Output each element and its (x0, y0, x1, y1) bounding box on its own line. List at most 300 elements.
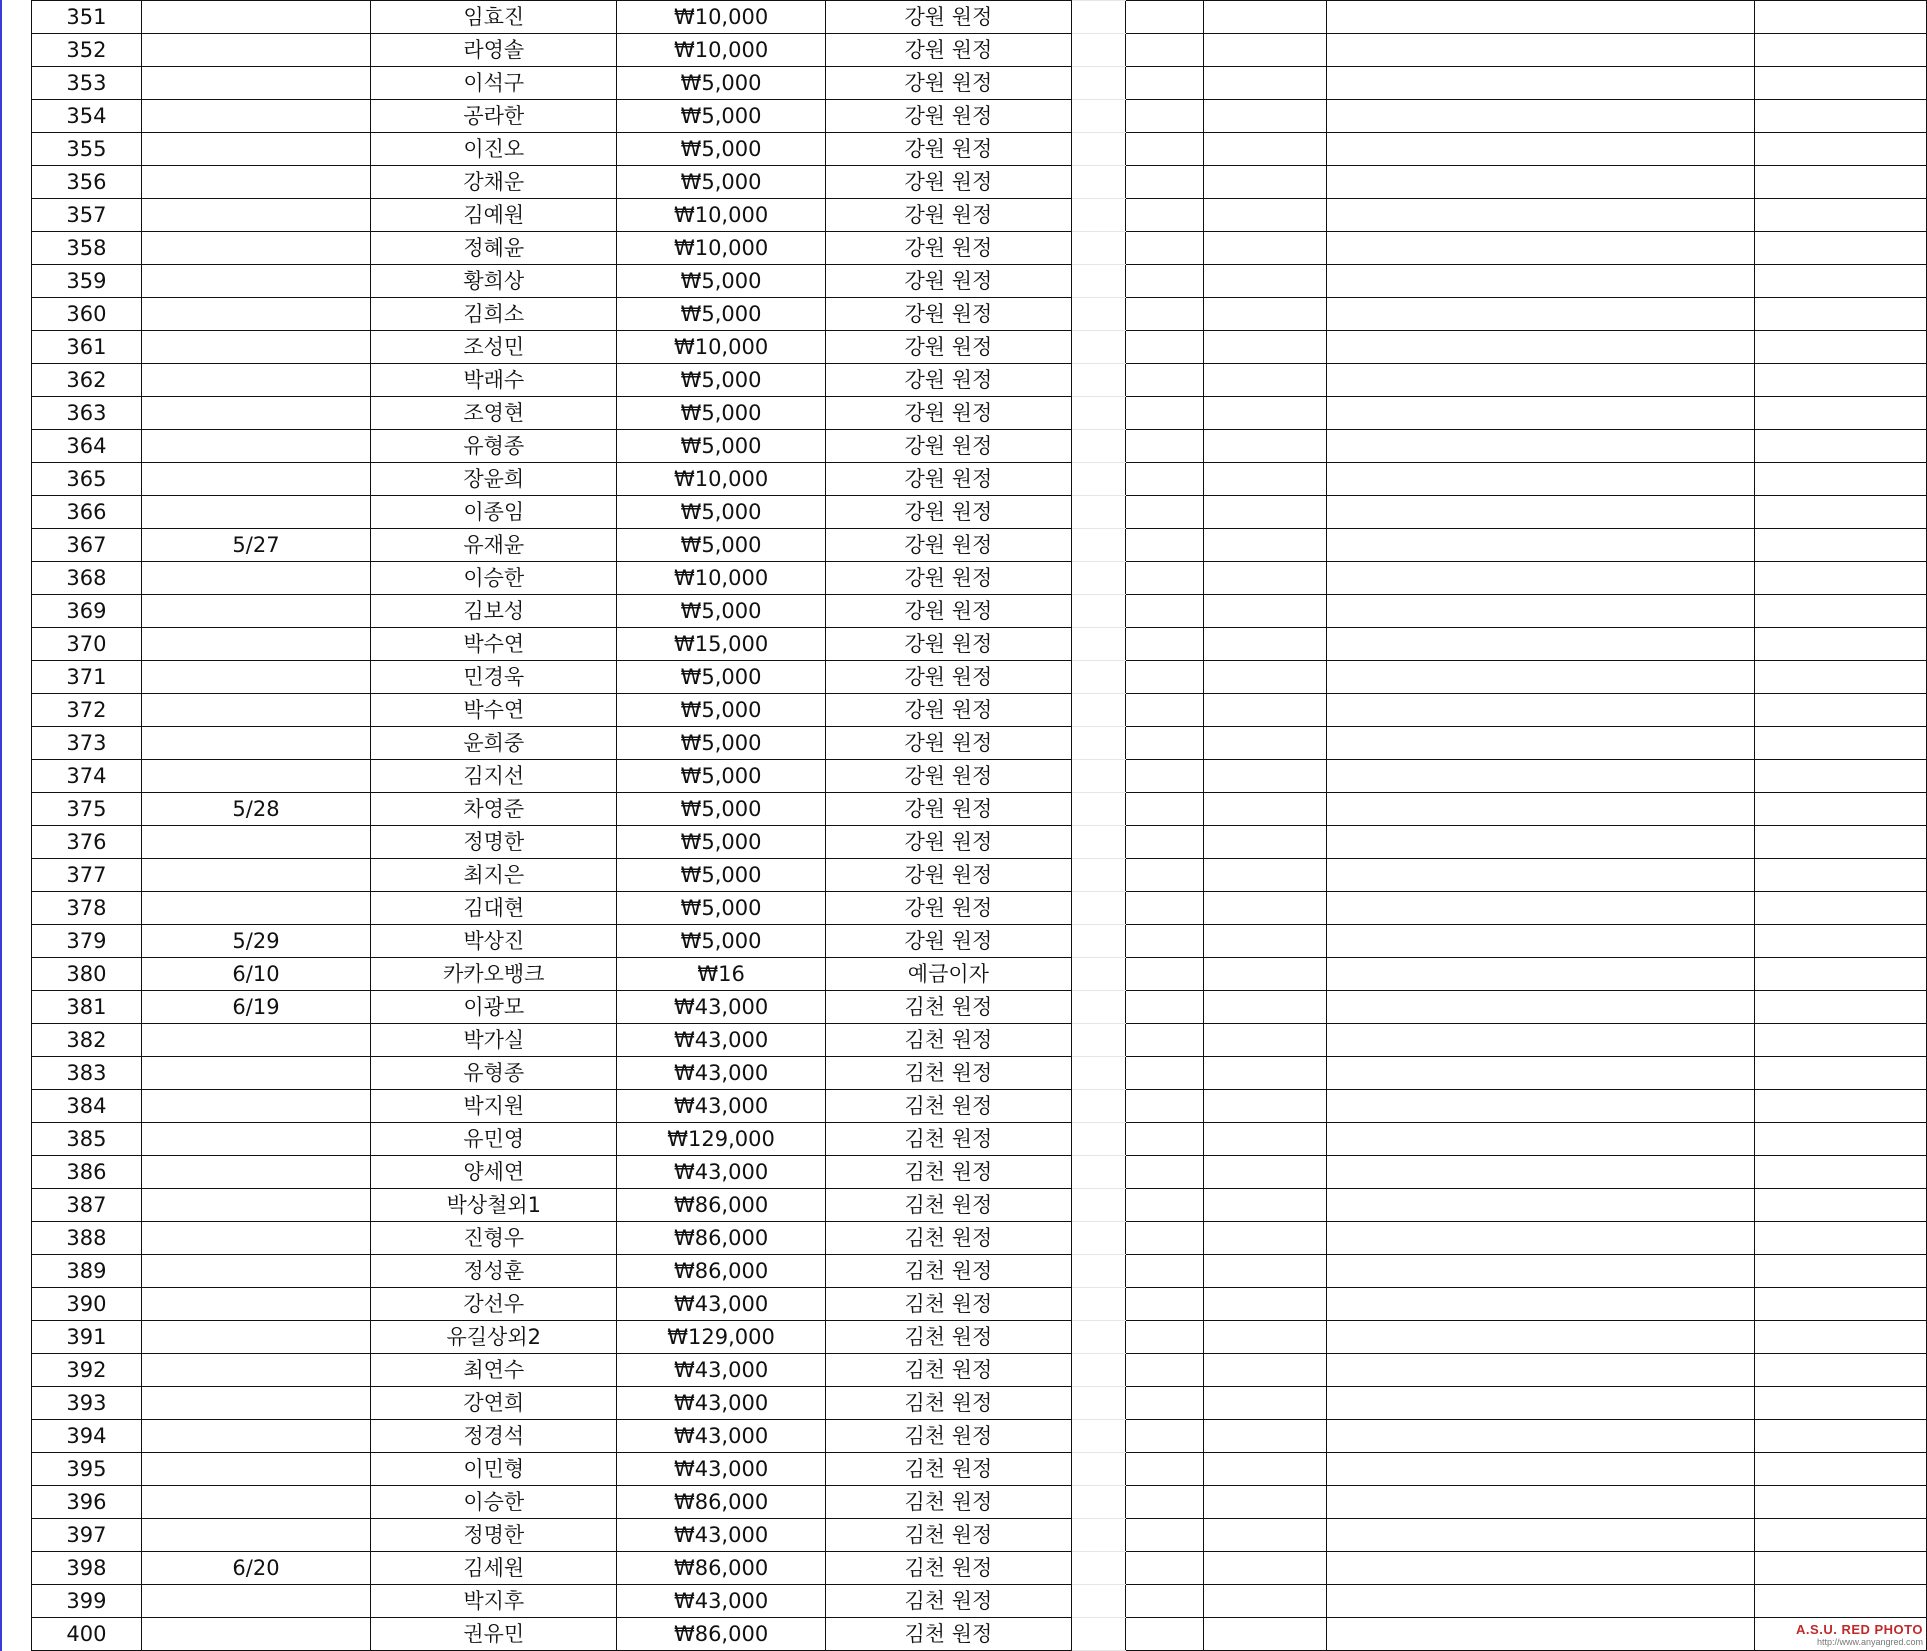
cell-empty[interactable] (1125, 1585, 1203, 1618)
cell-name[interactable]: 카카오뱅크 (371, 958, 617, 991)
cell-empty[interactable] (1204, 1222, 1327, 1255)
cell-empty[interactable] (1204, 1585, 1327, 1618)
cell-empty[interactable] (1326, 100, 1754, 133)
cell-amount[interactable]: ₩5,000 (617, 859, 825, 892)
cell-empty[interactable] (1125, 1519, 1203, 1552)
cell-empty[interactable] (1326, 694, 1754, 727)
cell-empty[interactable] (1326, 892, 1754, 925)
cell-amount[interactable]: ₩86,000 (617, 1552, 825, 1585)
cell-amount[interactable]: ₩10,000 (617, 562, 825, 595)
cell-empty-gap[interactable] (1071, 859, 1125, 892)
cell-empty[interactable] (1326, 1486, 1754, 1519)
cell-empty[interactable] (1754, 826, 1926, 859)
cell-empty[interactable] (1125, 991, 1203, 1024)
cell-empty[interactable] (1754, 496, 1926, 529)
cell-no[interactable]: 353 (32, 67, 142, 100)
cell-empty[interactable] (1125, 298, 1203, 331)
cell-no[interactable]: 359 (32, 265, 142, 298)
cell-name[interactable]: 박상진 (371, 925, 617, 958)
cell-note[interactable]: 강원 원정 (825, 496, 1071, 529)
cell-empty[interactable] (1204, 397, 1327, 430)
cell-date[interactable] (141, 1123, 370, 1156)
cell-empty[interactable] (1125, 562, 1203, 595)
cell-name[interactable]: 강선우 (371, 1288, 617, 1321)
cell-empty[interactable] (1754, 199, 1926, 232)
cell-empty[interactable] (1326, 1123, 1754, 1156)
cell-amount[interactable]: ₩43,000 (617, 1354, 825, 1387)
cell-no[interactable]: 352 (32, 34, 142, 67)
cell-empty-gap[interactable] (1071, 1057, 1125, 1090)
cell-no[interactable]: 383 (32, 1057, 142, 1090)
cell-empty[interactable] (1204, 991, 1327, 1024)
cell-amount[interactable]: ₩5,000 (617, 892, 825, 925)
cell-note[interactable]: 김천 원정 (825, 1519, 1071, 1552)
cell-empty[interactable] (1754, 1090, 1926, 1123)
cell-date[interactable] (141, 265, 370, 298)
cell-empty[interactable] (1204, 1288, 1327, 1321)
cell-empty[interactable] (1326, 1222, 1754, 1255)
cell-amount[interactable]: ₩43,000 (617, 1024, 825, 1057)
cell-empty[interactable] (1754, 958, 1926, 991)
cell-date[interactable] (141, 694, 370, 727)
cell-name[interactable]: 박지후 (371, 1585, 617, 1618)
cell-empty[interactable] (1754, 166, 1926, 199)
cell-empty-gap[interactable] (1071, 1618, 1125, 1651)
cell-note[interactable]: 강원 원정 (825, 166, 1071, 199)
cell-empty[interactable] (1326, 760, 1754, 793)
cell-empty[interactable] (1125, 694, 1203, 727)
cell-no[interactable]: 394 (32, 1420, 142, 1453)
cell-empty-gap[interactable] (1071, 562, 1125, 595)
cell-name[interactable]: 최지은 (371, 859, 617, 892)
cell-note[interactable]: 김천 원정 (825, 1222, 1071, 1255)
cell-empty[interactable] (1326, 1420, 1754, 1453)
cell-empty[interactable] (1204, 1453, 1327, 1486)
cell-amount[interactable]: ₩5,000 (617, 298, 825, 331)
cell-note[interactable]: 김천 원정 (825, 1387, 1071, 1420)
cell-date[interactable]: 6/20 (141, 1552, 370, 1585)
cell-amount[interactable]: ₩5,000 (617, 925, 825, 958)
cell-empty[interactable] (1204, 67, 1327, 100)
cell-date[interactable] (141, 1024, 370, 1057)
cell-amount[interactable]: ₩5,000 (617, 133, 825, 166)
cell-empty-gap[interactable] (1071, 661, 1125, 694)
cell-empty[interactable] (1204, 1486, 1327, 1519)
cell-name[interactable]: 박지원 (371, 1090, 617, 1123)
cell-empty-gap[interactable] (1071, 298, 1125, 331)
cell-empty[interactable] (1204, 1, 1327, 34)
cell-empty[interactable] (1125, 661, 1203, 694)
cell-empty[interactable] (1204, 1090, 1327, 1123)
cell-date[interactable] (141, 1387, 370, 1420)
cell-no[interactable]: 371 (32, 661, 142, 694)
cell-empty[interactable] (1326, 1255, 1754, 1288)
cell-empty[interactable] (1204, 529, 1327, 562)
cell-name[interactable]: 유민영 (371, 1123, 617, 1156)
cell-date[interactable]: 5/28 (141, 793, 370, 826)
cell-amount[interactable]: ₩43,000 (617, 1057, 825, 1090)
cell-note[interactable]: 강원 원정 (825, 562, 1071, 595)
cell-date[interactable] (141, 562, 370, 595)
cell-empty-gap[interactable] (1071, 1552, 1125, 1585)
cell-empty[interactable] (1125, 1453, 1203, 1486)
cell-empty[interactable] (1754, 1453, 1926, 1486)
cell-amount[interactable]: ₩86,000 (617, 1189, 825, 1222)
cell-empty-gap[interactable] (1071, 133, 1125, 166)
cell-empty-gap[interactable] (1071, 1, 1125, 34)
cell-note[interactable]: 강원 원정 (825, 430, 1071, 463)
cell-date[interactable] (141, 1354, 370, 1387)
cell-amount[interactable]: ₩86,000 (617, 1222, 825, 1255)
cell-empty[interactable] (1204, 100, 1327, 133)
cell-note[interactable]: 김천 원정 (825, 1156, 1071, 1189)
cell-note[interactable]: 김천 원정 (825, 1420, 1071, 1453)
cell-date[interactable] (141, 1519, 370, 1552)
cell-name[interactable]: 유길상외2 (371, 1321, 617, 1354)
cell-no[interactable]: 351 (32, 1, 142, 34)
cell-empty[interactable] (1204, 760, 1327, 793)
cell-date[interactable] (141, 496, 370, 529)
cell-note[interactable]: 김천 원정 (825, 1024, 1071, 1057)
cell-note[interactable]: 강원 원정 (825, 463, 1071, 496)
cell-empty[interactable] (1754, 529, 1926, 562)
cell-date[interactable] (141, 1, 370, 34)
cell-date[interactable] (141, 463, 370, 496)
cell-empty[interactable] (1754, 1222, 1926, 1255)
cell-empty[interactable] (1125, 1222, 1203, 1255)
cell-date[interactable] (141, 859, 370, 892)
cell-empty[interactable] (1204, 166, 1327, 199)
cell-date[interactable] (141, 100, 370, 133)
cell-note[interactable]: 김천 원정 (825, 1585, 1071, 1618)
cell-empty-gap[interactable] (1071, 1354, 1125, 1387)
cell-amount[interactable]: ₩129,000 (617, 1123, 825, 1156)
cell-empty[interactable] (1754, 1288, 1926, 1321)
cell-empty[interactable] (1204, 496, 1327, 529)
cell-note[interactable]: 강원 원정 (825, 727, 1071, 760)
cell-name[interactable]: 김지선 (371, 760, 617, 793)
cell-empty[interactable] (1326, 1618, 1754, 1651)
cell-empty-gap[interactable] (1071, 1453, 1125, 1486)
cell-amount[interactable]: ₩5,000 (617, 397, 825, 430)
cell-name[interactable]: 박수연 (371, 628, 617, 661)
cell-empty[interactable] (1754, 133, 1926, 166)
cell-name[interactable]: 정경석 (371, 1420, 617, 1453)
cell-empty[interactable] (1204, 1189, 1327, 1222)
cell-amount[interactable]: ₩43,000 (617, 1585, 825, 1618)
cell-empty[interactable] (1204, 1123, 1327, 1156)
cell-empty[interactable] (1326, 298, 1754, 331)
cell-empty-gap[interactable] (1071, 430, 1125, 463)
cell-date[interactable] (141, 364, 370, 397)
cell-empty[interactable] (1125, 1189, 1203, 1222)
cell-empty-gap[interactable] (1071, 1486, 1125, 1519)
cell-note[interactable]: 김천 원정 (825, 1288, 1071, 1321)
cell-empty-gap[interactable] (1071, 595, 1125, 628)
cell-empty[interactable] (1125, 1156, 1203, 1189)
cell-note[interactable]: 강원 원정 (825, 529, 1071, 562)
cell-no[interactable]: 391 (32, 1321, 142, 1354)
cell-no[interactable]: 400 (32, 1618, 142, 1651)
cell-empty[interactable] (1326, 529, 1754, 562)
cell-empty[interactable] (1125, 1024, 1203, 1057)
cell-no[interactable]: 369 (32, 595, 142, 628)
cell-empty[interactable] (1204, 595, 1327, 628)
cell-empty-gap[interactable] (1071, 1321, 1125, 1354)
cell-amount[interactable]: ₩5,000 (617, 430, 825, 463)
cell-empty[interactable] (1326, 661, 1754, 694)
cell-date[interactable] (141, 661, 370, 694)
cell-empty[interactable] (1754, 430, 1926, 463)
cell-empty[interactable] (1754, 232, 1926, 265)
cell-note[interactable]: 강원 원정 (825, 265, 1071, 298)
cell-note[interactable]: 예금이자 (825, 958, 1071, 991)
cell-name[interactable]: 진형우 (371, 1222, 617, 1255)
cell-empty[interactable] (1204, 1552, 1327, 1585)
cell-empty[interactable] (1125, 166, 1203, 199)
cell-amount[interactable]: ₩5,000 (617, 100, 825, 133)
cell-empty[interactable] (1754, 1321, 1926, 1354)
cell-name[interactable]: 권유민 (371, 1618, 617, 1651)
cell-name[interactable]: 황희상 (371, 265, 617, 298)
cell-empty[interactable] (1125, 331, 1203, 364)
cell-empty[interactable] (1204, 34, 1327, 67)
cell-date[interactable] (141, 166, 370, 199)
cell-name[interactable]: 정혜윤 (371, 232, 617, 265)
cell-name[interactable]: 박수연 (371, 694, 617, 727)
cell-empty[interactable] (1326, 1288, 1754, 1321)
cell-empty[interactable] (1204, 628, 1327, 661)
cell-empty[interactable] (1754, 892, 1926, 925)
cell-empty[interactable] (1125, 859, 1203, 892)
cell-empty[interactable] (1754, 1552, 1926, 1585)
cell-date[interactable] (141, 1057, 370, 1090)
cell-empty[interactable] (1754, 1519, 1926, 1552)
cell-empty[interactable] (1204, 1024, 1327, 1057)
cell-empty[interactable] (1204, 793, 1327, 826)
cell-empty[interactable] (1125, 364, 1203, 397)
cell-no[interactable]: 367 (32, 529, 142, 562)
cell-empty[interactable] (1204, 694, 1327, 727)
cell-empty[interactable] (1204, 430, 1327, 463)
cell-empty-gap[interactable] (1071, 1519, 1125, 1552)
cell-empty[interactable] (1125, 925, 1203, 958)
cell-date[interactable] (141, 430, 370, 463)
cell-empty[interactable] (1326, 496, 1754, 529)
cell-empty[interactable] (1754, 661, 1926, 694)
cell-no[interactable]: 387 (32, 1189, 142, 1222)
cell-empty-gap[interactable] (1071, 925, 1125, 958)
cell-empty[interactable] (1326, 133, 1754, 166)
cell-empty[interactable] (1754, 628, 1926, 661)
cell-empty-gap[interactable] (1071, 67, 1125, 100)
cell-empty[interactable] (1754, 1486, 1926, 1519)
cell-note[interactable]: 강원 원정 (825, 1, 1071, 34)
cell-empty[interactable] (1125, 199, 1203, 232)
cell-amount[interactable]: ₩16 (617, 958, 825, 991)
cell-amount[interactable]: ₩129,000 (617, 1321, 825, 1354)
cell-date[interactable] (141, 232, 370, 265)
cell-empty[interactable] (1125, 496, 1203, 529)
cell-empty-gap[interactable] (1071, 397, 1125, 430)
cell-no[interactable]: 378 (32, 892, 142, 925)
cell-amount[interactable]: ₩43,000 (617, 1387, 825, 1420)
cell-date[interactable] (141, 1585, 370, 1618)
cell-note[interactable]: 김천 원정 (825, 1354, 1071, 1387)
cell-date[interactable] (141, 1255, 370, 1288)
cell-amount[interactable]: ₩43,000 (617, 1420, 825, 1453)
cell-name[interactable]: 라영솔 (371, 34, 617, 67)
cell-amount[interactable]: ₩5,000 (617, 826, 825, 859)
cell-empty[interactable] (1204, 364, 1327, 397)
cell-empty[interactable] (1125, 727, 1203, 760)
cell-empty[interactable] (1326, 430, 1754, 463)
cell-name[interactable]: 이종임 (371, 496, 617, 529)
cell-empty[interactable] (1754, 100, 1926, 133)
cell-note[interactable]: 강원 원정 (825, 67, 1071, 100)
cell-empty[interactable] (1754, 1156, 1926, 1189)
cell-empty[interactable] (1125, 892, 1203, 925)
cell-empty-gap[interactable] (1071, 628, 1125, 661)
cell-empty[interactable] (1125, 430, 1203, 463)
cell-name[interactable]: 박래수 (371, 364, 617, 397)
cell-empty[interactable] (1204, 925, 1327, 958)
cell-amount[interactable]: ₩15,000 (617, 628, 825, 661)
cell-name[interactable]: 최연수 (371, 1354, 617, 1387)
cell-no[interactable]: 396 (32, 1486, 142, 1519)
cell-date[interactable]: 6/10 (141, 958, 370, 991)
cell-name[interactable]: 이석구 (371, 67, 617, 100)
cell-empty[interactable] (1326, 34, 1754, 67)
cell-empty-gap[interactable] (1071, 34, 1125, 67)
cell-empty[interactable] (1326, 1, 1754, 34)
cell-empty[interactable] (1754, 298, 1926, 331)
cell-empty[interactable] (1125, 232, 1203, 265)
cell-amount[interactable]: ₩86,000 (617, 1255, 825, 1288)
cell-empty[interactable] (1754, 1123, 1926, 1156)
cell-amount[interactable]: ₩43,000 (617, 1156, 825, 1189)
cell-empty-gap[interactable] (1071, 1189, 1125, 1222)
cell-no[interactable]: 393 (32, 1387, 142, 1420)
cell-empty-gap[interactable] (1071, 892, 1125, 925)
cell-date[interactable] (141, 760, 370, 793)
cell-no[interactable]: 365 (32, 463, 142, 496)
cell-date[interactable] (141, 34, 370, 67)
cell-empty-gap[interactable] (1071, 727, 1125, 760)
cell-empty-gap[interactable] (1071, 100, 1125, 133)
cell-empty[interactable] (1326, 331, 1754, 364)
cell-name[interactable]: 임효진 (371, 1, 617, 34)
cell-empty[interactable] (1326, 397, 1754, 430)
cell-empty[interactable] (1326, 1585, 1754, 1618)
cell-name[interactable]: 박상철외1 (371, 1189, 617, 1222)
cell-amount[interactable]: ₩5,000 (617, 67, 825, 100)
cell-note[interactable]: 강원 원정 (825, 793, 1071, 826)
cell-name[interactable]: 이진오 (371, 133, 617, 166)
cell-date[interactable] (141, 1189, 370, 1222)
cell-date[interactable] (141, 892, 370, 925)
cell-name[interactable]: 김대현 (371, 892, 617, 925)
cell-no[interactable]: 363 (32, 397, 142, 430)
cell-name[interactable]: 정명한 (371, 1519, 617, 1552)
cell-empty[interactable] (1125, 760, 1203, 793)
cell-note[interactable]: 김천 원정 (825, 1618, 1071, 1651)
cell-no[interactable]: 357 (32, 199, 142, 232)
cell-empty[interactable] (1204, 331, 1327, 364)
cell-empty[interactable] (1754, 1354, 1926, 1387)
cell-note[interactable]: 강원 원정 (825, 826, 1071, 859)
cell-name[interactable]: 정명한 (371, 826, 617, 859)
cell-empty[interactable] (1125, 595, 1203, 628)
cell-empty[interactable] (1326, 1321, 1754, 1354)
cell-empty[interactable] (1326, 595, 1754, 628)
cell-note[interactable]: 강원 원정 (825, 595, 1071, 628)
cell-date[interactable]: 5/27 (141, 529, 370, 562)
cell-empty[interactable] (1204, 199, 1327, 232)
cell-name[interactable]: 김예원 (371, 199, 617, 232)
cell-note[interactable]: 강원 원정 (825, 133, 1071, 166)
cell-note[interactable]: 강원 원정 (825, 760, 1071, 793)
cell-empty[interactable] (1204, 232, 1327, 265)
cell-amount[interactable]: ₩5,000 (617, 661, 825, 694)
cell-note[interactable]: 김천 원정 (825, 1189, 1071, 1222)
cell-empty[interactable] (1754, 760, 1926, 793)
cell-empty[interactable] (1326, 991, 1754, 1024)
cell-empty[interactable] (1204, 133, 1327, 166)
cell-no[interactable]: 392 (32, 1354, 142, 1387)
cell-empty[interactable] (1204, 1420, 1327, 1453)
cell-note[interactable]: 강원 원정 (825, 34, 1071, 67)
cell-empty[interactable] (1754, 397, 1926, 430)
cell-empty-gap[interactable] (1071, 265, 1125, 298)
cell-empty[interactable] (1754, 925, 1926, 958)
cell-empty[interactable] (1326, 958, 1754, 991)
cell-empty[interactable] (1754, 727, 1926, 760)
cell-amount[interactable]: ₩5,000 (617, 529, 825, 562)
cell-amount[interactable]: ₩86,000 (617, 1618, 825, 1651)
cell-empty[interactable] (1204, 463, 1327, 496)
cell-name[interactable]: 이승한 (371, 562, 617, 595)
cell-empty[interactable] (1125, 826, 1203, 859)
cell-empty[interactable] (1754, 859, 1926, 892)
cell-date[interactable] (141, 133, 370, 166)
cell-name[interactable]: 차영준 (371, 793, 617, 826)
cell-empty[interactable] (1754, 364, 1926, 397)
cell-empty[interactable] (1754, 1, 1926, 34)
cell-no[interactable]: 388 (32, 1222, 142, 1255)
cell-note[interactable]: 김천 원정 (825, 1090, 1071, 1123)
cell-name[interactable]: 민경욱 (371, 661, 617, 694)
cell-no[interactable]: 382 (32, 1024, 142, 1057)
cell-note[interactable]: 김천 원정 (825, 1057, 1071, 1090)
cell-name[interactable]: 공라한 (371, 100, 617, 133)
cell-amount[interactable]: ₩5,000 (617, 496, 825, 529)
cell-date[interactable] (141, 331, 370, 364)
cell-empty[interactable] (1125, 1486, 1203, 1519)
cell-empty[interactable] (1204, 1321, 1327, 1354)
cell-empty[interactable] (1204, 1519, 1327, 1552)
cell-empty-gap[interactable] (1071, 166, 1125, 199)
cell-no[interactable]: 372 (32, 694, 142, 727)
cell-no[interactable]: 364 (32, 430, 142, 463)
cell-empty[interactable] (1125, 1057, 1203, 1090)
cell-empty[interactable] (1125, 100, 1203, 133)
cell-amount[interactable]: ₩10,000 (617, 34, 825, 67)
cell-no[interactable]: 379 (32, 925, 142, 958)
cell-empty[interactable] (1204, 1387, 1327, 1420)
cell-note[interactable]: 김천 원정 (825, 1486, 1071, 1519)
cell-name[interactable]: 윤희중 (371, 727, 617, 760)
